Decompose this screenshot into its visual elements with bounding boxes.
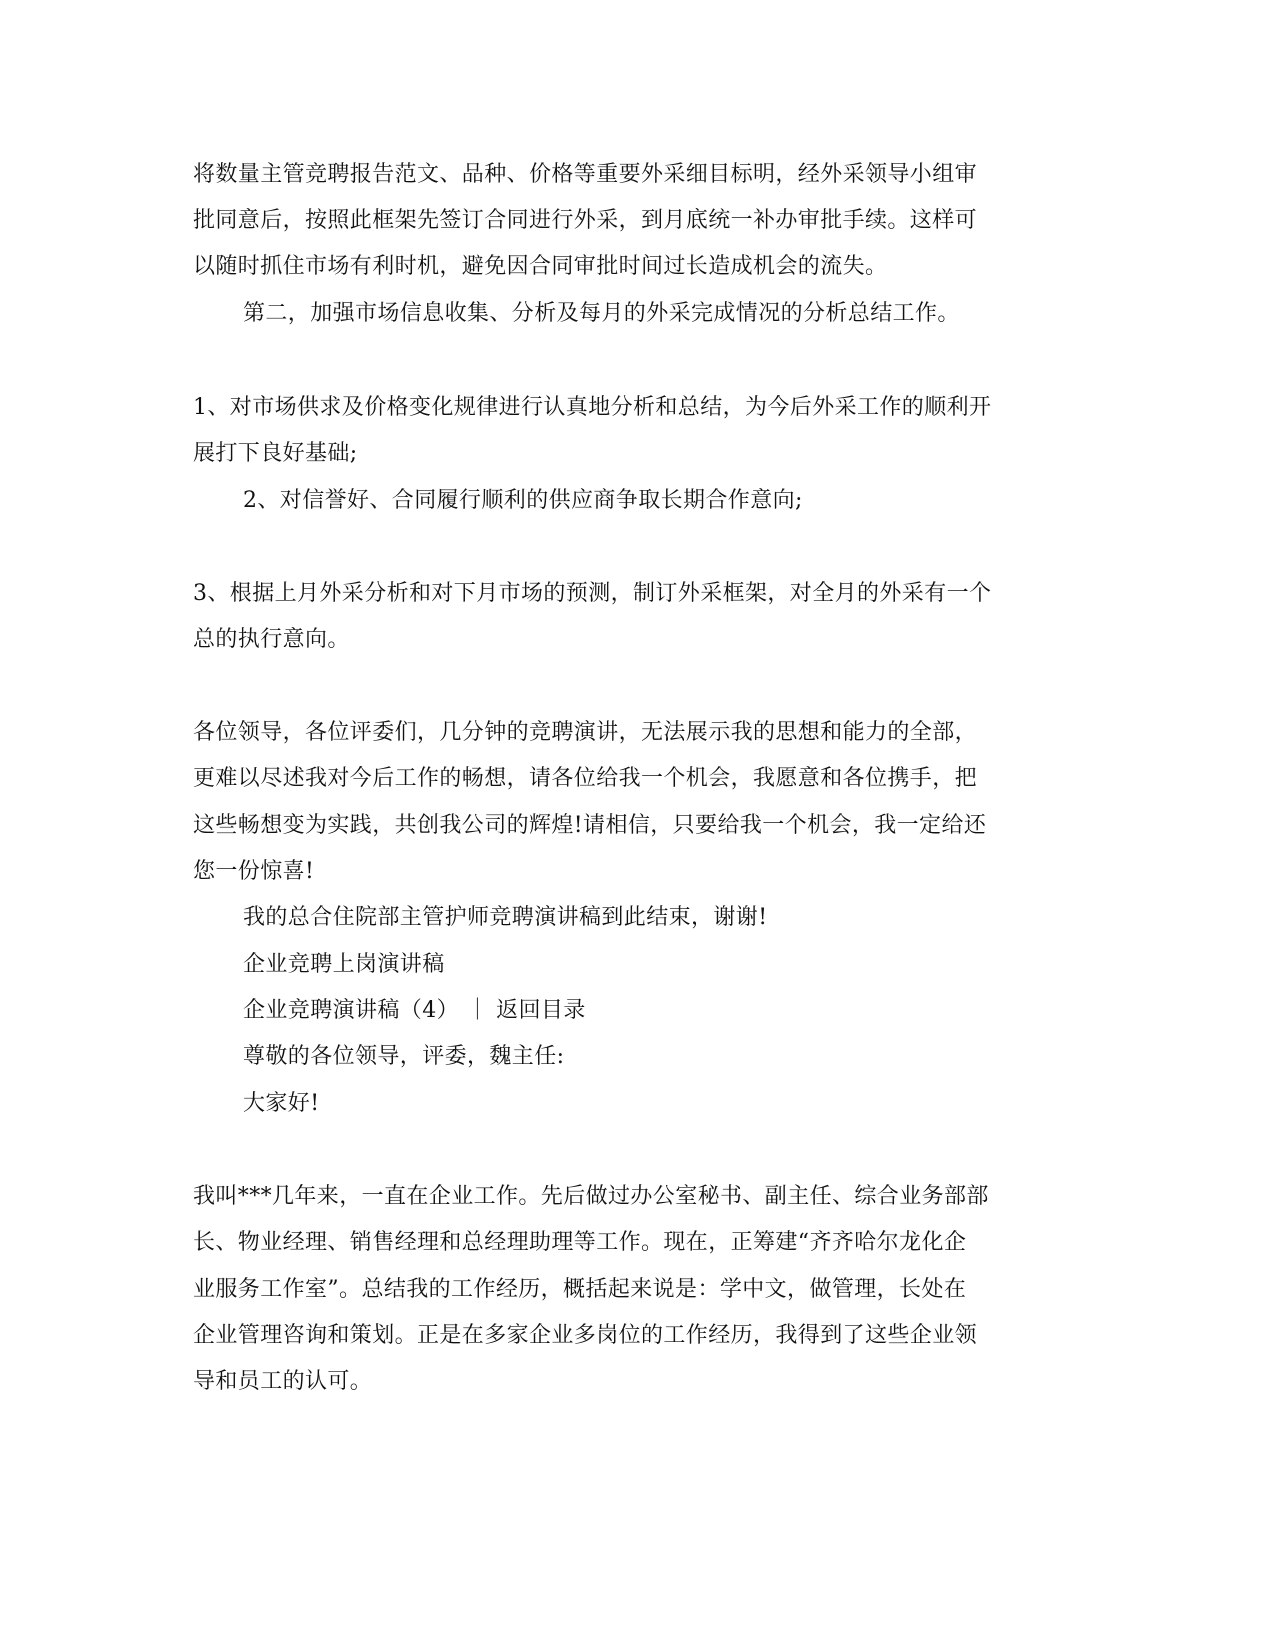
- body-line: 我叫***几年来，一直在企业工作。先后做过办公室秘书、副主任、综合业务部部: [193, 1184, 989, 1209]
- greeting: 大家好!: [243, 1091, 320, 1116]
- speech-title: 企业竞聘上岗演讲稿: [243, 952, 445, 977]
- body-line: 各位领导，各位评委们，几分钟的竞聘演讲，无法展示我的思想和能力的全部，: [193, 720, 978, 745]
- list-item: 3、根据上月外采分析和对下月市场的预测，制订外采框架，对全月的外采有一个: [193, 581, 992, 606]
- salutation: 尊敬的各位领导，评委，魏主任:: [243, 1044, 565, 1069]
- body-line: 更难以尽述我对今后工作的畅想，请各位给我一个机会，我愿意和各位携手，把: [193, 766, 978, 791]
- closing-line: 我的总合住院部主管护师竞聘演讲稿到此结束，谢谢!: [243, 905, 768, 930]
- body-line: 批同意后，按照此框架先签订合同进行外采，到月底统一补办审批手续。这样可: [193, 208, 978, 233]
- section-heading: 第二，加强市场信息收集、分析及每月的外采完成情况的分析总结工作。: [243, 301, 960, 326]
- body-line: 以随时抓住市场有利时机，避免因合同审批时间过长造成机会的流失。: [193, 254, 888, 279]
- list-item-continuation: 展打下良好基础;: [193, 441, 358, 466]
- body-line: 您一份惊喜!: [193, 859, 315, 884]
- list-item: 1、对市场供求及价格变化规律进行认真地分析和总结，为今后外采工作的顺利开: [193, 395, 992, 420]
- list-item: 2、对信誉好、合同履行顺利的供应商争取长期合作意向;: [243, 488, 803, 513]
- body-line: 长、物业经理、销售经理和总经理助理等工作。现在，正筹建“齐齐哈尔龙化企: [193, 1230, 967, 1255]
- body-line: 企业管理咨询和策划。正是在多家企业多岗位的工作经历，我得到了这些企业领: [193, 1323, 978, 1348]
- body-line: 这些畅想变为实践，共创我公司的辉煌!请相信，只要给我一个机会，我一定给还: [193, 813, 987, 838]
- body-line: 导和员工的认可。: [193, 1369, 373, 1394]
- list-item-continuation: 总的执行意向。: [193, 627, 350, 652]
- body-line: 业服务工作室”。总结我的工作经历，概括起来说是：学中文，做管理，长处在: [193, 1277, 967, 1302]
- body-line: 将数量主管竞聘报告范文、品种、价格等重要外采细目标明，经外采领导小组审: [193, 162, 978, 187]
- speech-subtitle-link: 企业竞聘演讲稿（4） ｜ 返回目录: [243, 998, 586, 1023]
